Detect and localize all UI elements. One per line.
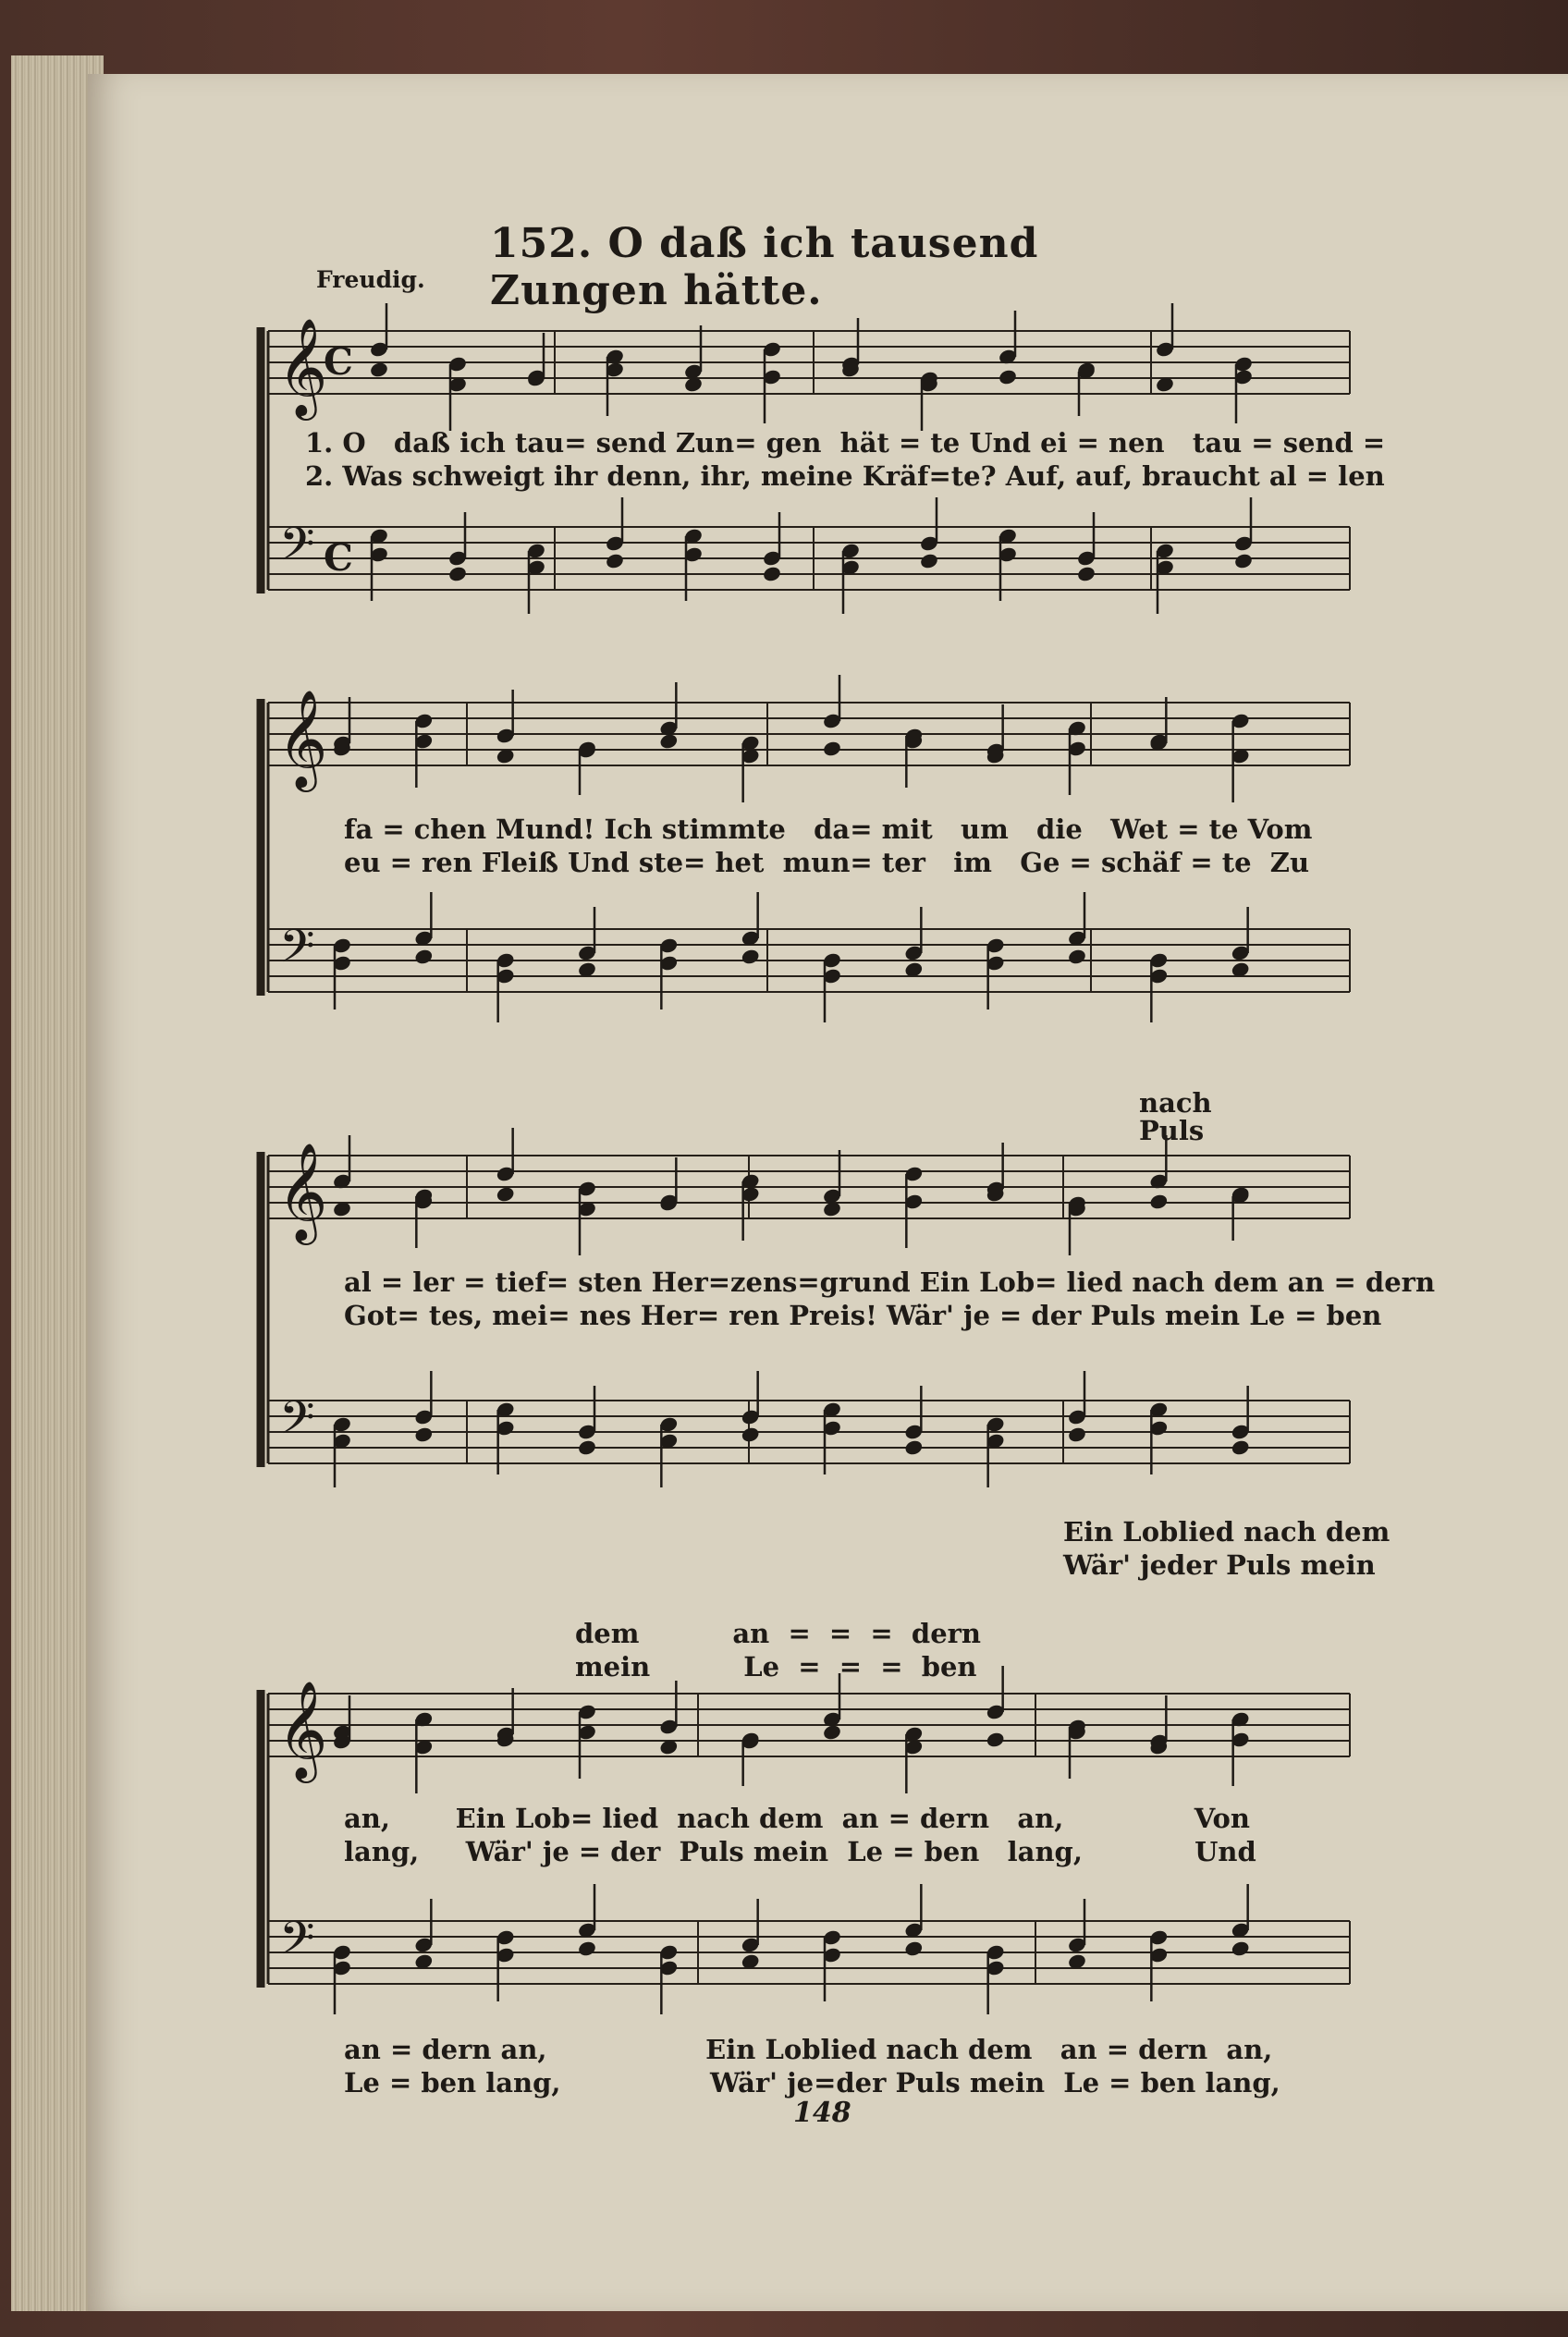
notes <box>277 303 1254 2014</box>
staff-lines <box>261 327 1350 1988</box>
system-4-below-lyric-2: Le = ben lang, Wär' je=der Puls mein Le = ben lang, <box>344 2067 1280 2098</box>
note-head <box>1231 1438 1251 1456</box>
note-head <box>986 1731 1006 1748</box>
system-4-below-lyric-1: an = dern an, Ein Loblied nach dem an = dern an, <box>344 2034 1273 2065</box>
note-head <box>1148 1193 1169 1210</box>
note-head <box>903 1939 924 1957</box>
note-head <box>1076 565 1096 582</box>
common-time-icon: C <box>324 536 353 580</box>
bass-clef-icon: 𝄢 <box>279 1391 315 1456</box>
system-3-below-lyric-1: Ein Loblied nach dem <box>1063 1516 1390 1548</box>
note-head <box>496 1185 516 1203</box>
note-head <box>658 732 679 750</box>
note-head <box>822 1723 842 1741</box>
system-4-lyric-line-2: lang, Wär' je = der Puls mein Le = ben lang, Und <box>344 1836 1256 1867</box>
hymn-number: 152. <box>490 220 594 267</box>
note-head <box>762 565 782 582</box>
system-1-lyric-line-1: 1. O daß ich tau= send Zun= gen hät = te Und ei = nen tau = send = <box>305 427 1386 459</box>
note-head <box>369 361 389 378</box>
note-head <box>741 1425 761 1443</box>
system-4-above-lyric-1: dem an = = = dern <box>575 1618 982 1649</box>
system-1-lyric-line-2: 2. Was schweigt ihr denn, ihr, meine Kräf=te? Auf, auf, braucht al = len <box>305 460 1385 492</box>
note-head <box>919 552 939 569</box>
note-head <box>577 1939 597 1957</box>
system-2-lyric-line-1: fa = chen Mund! Ich stimmte da= mit um die Wet = te Vom <box>344 814 1313 845</box>
bass-clef-icon: 𝄢 <box>279 920 315 985</box>
system-3-lyric-line-2: Got= tes, mei= nes Her= ren Preis! Wär' je = der Puls mein Le = ben <box>344 1300 1382 1331</box>
bass-clef-icon: 𝄢 <box>279 1912 315 1976</box>
hymn-title-text: O daß ich tausend Zungen hätte. <box>490 220 1039 314</box>
system-3-above-lyric-2: Puls <box>1139 1115 1205 1146</box>
note-head <box>903 1438 924 1456</box>
common-time-icon: C <box>324 340 353 384</box>
note-head <box>741 948 761 965</box>
note-head <box>998 368 1018 385</box>
note-head <box>1231 1939 1251 1957</box>
note-head <box>577 1438 597 1456</box>
note-head <box>413 1425 434 1443</box>
note-head <box>605 552 625 569</box>
note-head <box>447 565 468 582</box>
note-head <box>1067 1425 1087 1443</box>
note-head <box>1067 948 1087 965</box>
system-2-lyric-line-2: eu = ren Fleiß Und ste= het mun= ter im Ge = schäf = te Zu <box>344 847 1310 878</box>
system-4-lyric-line-1: an, Ein Lob= lied nach dem an = dern an, Von <box>344 1803 1250 1834</box>
treble-clef-icon: 𝄞 <box>277 1680 328 1779</box>
treble-clef-icon: 𝄞 <box>277 1142 328 1241</box>
system-4-above-lyric-2: mein Le = = = ben <box>575 1651 977 1682</box>
treble-clef-icon: 𝄞 <box>277 689 328 788</box>
system-3-above-lyric-1: nach <box>1139 1087 1212 1119</box>
note-head <box>413 948 434 965</box>
tempo-marking: Freudig. <box>316 266 425 293</box>
page-number: 148 <box>793 2097 851 2129</box>
note-head <box>1233 552 1254 569</box>
note-head <box>822 740 842 757</box>
treble-clef-icon: 𝄞 <box>277 317 328 416</box>
system-3-lyric-line-1: al = ler = tief= sten Her=zens=grund Ein Lob= lied nach dem an = dern <box>344 1266 1436 1298</box>
system-3-below-lyric-2: Wär' jeder Puls mein <box>1063 1549 1376 1581</box>
bass-clef-icon: 𝄢 <box>279 518 315 582</box>
